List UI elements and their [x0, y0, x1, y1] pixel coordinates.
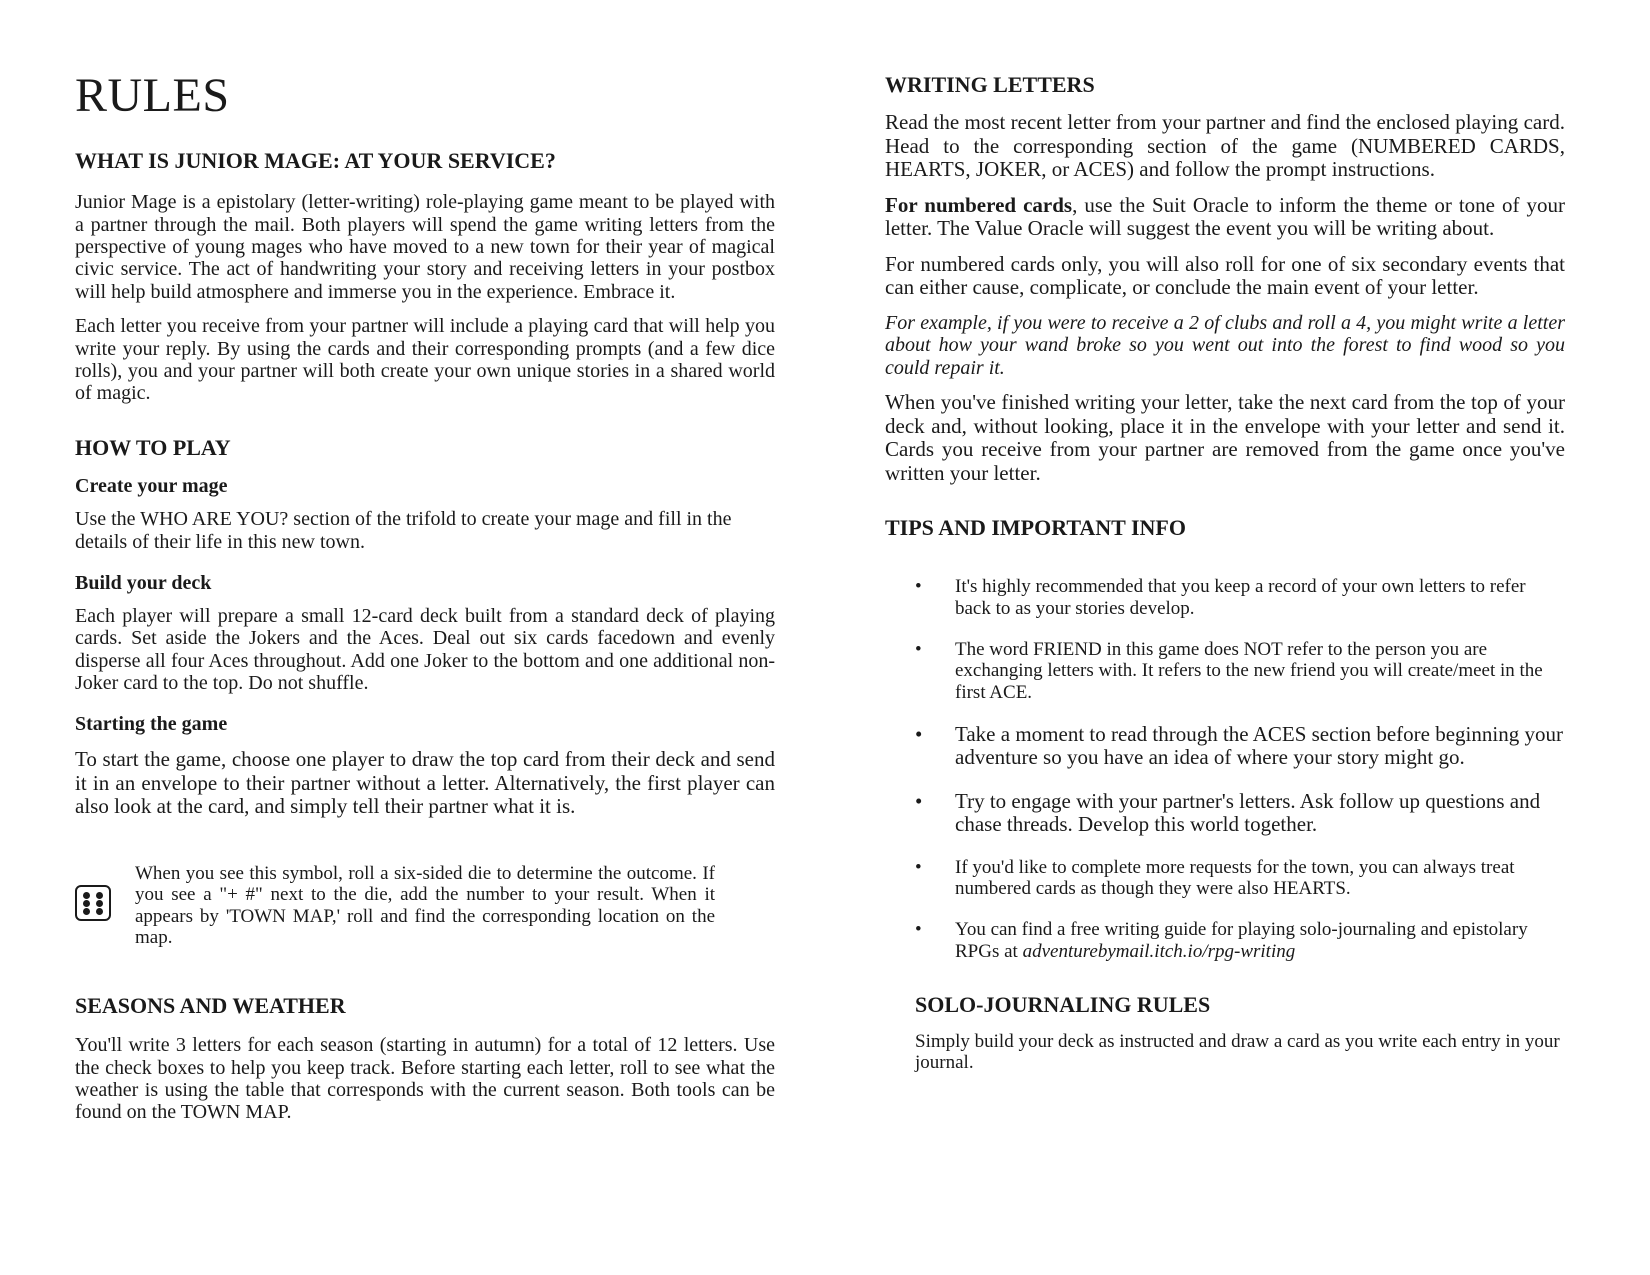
secondary-events-paragraph: For numbered cards only, you will also roll for one of six secondary events that can either cause, complicate, or conclude the main event of your letter.: [885, 251, 1565, 300]
create-mage-text: Use the WHO ARE YOU? section of the trifold to create your mage and fill in the details of their life in this new town.: [75, 508, 732, 553]
numbered-cards-paragraph: [885, 194, 1565, 241]
how-to-play-heading: HOW TO PLAY: [75, 434, 231, 460]
what-is-heading: WHAT IS JUNIOR MAGE: AT YOUR SERVICE?: [75, 148, 556, 173]
tips-list: [915, 576, 1565, 961]
solo-journaling-text: Simply build your deck as instructed and draw a card as you write each entry in your journal.: [915, 1031, 1560, 1074]
tip-item: • Try to engage with your partner's letters. Ask follow up questions and chase threads. Develop this world together.: [915, 788, 1541, 837]
seasons-text: You'll write 3 letters for each season (starting in autumn) for a total of 12 letters. Use the check boxes to help you keep track. Before starting each letter, roll to see what the weather is using the table that corresponds with the current season. Both tools can be found on the TOWN MAP.: [75, 1034, 775, 1124]
what-is-paragraph-1: Junior Mage is a epistolary (letter-writing) role-playing game meant to be played with a partner through the mail. Both players will spend the game writing letters from the perspective of young mages who have moved to a new town for their year of magical civic service. The act of handwriting your story and receiving letters in your postbox will help build atmosphere and immerse you in the experience. Embrace it.: [75, 191, 775, 303]
numbered-cards-rest: , use the Suit Oracle to inform the theme or tone of your letter. The Value Oracle will suggest the event you will be writing about.: [885, 192, 1565, 241]
build-deck-text: Each player will prepare a small 12-card deck built from a standard deck of playing cards. Set aside the Jokers and the Aces. Deal out six cards facedown and evenly disperse all four Aces throughout. Add one Joker to the bottom and one additional non-Joker card to the top. Do not shuffle.: [75, 604, 775, 695]
writing-letters-paragraph-1: Read the most recent letter from your partner and find the enclosed playing card. Head to the corresponding section of the game (NUMBERED CARDS, HEARTS, JOKER, or ACES) and follow the prompt instructions.: [885, 110, 1565, 182]
page-title: RULES: [75, 69, 230, 122]
writing-guide-link[interactable]: adventurebymail.itch.io/rpg-writing: [1022, 940, 1296, 962]
writing-letters-heading: WRITING LETTERS: [885, 72, 1095, 97]
tip-item: • The word FRIEND in this game does NOT refer to the person you are exchanging letters with. It refers to the new friend you will create/meet in the first ACE.: [915, 638, 1543, 703]
tip-item: • It's highly recommended that you keep a record of your own letters to refer back to as your stories develop.: [915, 576, 1526, 619]
tip-item: • You can find a free writing guide for playing solo-journaling and epistolary RPGs at adventurebymail.itch.io/rpg-writing: [915, 919, 1528, 962]
dice-note-text: When you see this symbol, roll a six-sided die to determine the outcome. If you see a "+ #" next to the die, add the number to your result. When it appears by 'TOWN MAP,' roll and find the corresponding location on the map.: [135, 863, 715, 948]
numbered-cards-bold: For numbered cards: [885, 192, 1073, 217]
six-sided-die-icon: [75, 885, 111, 921]
left-column: [75, 0, 775, 1124]
build-deck-heading: Build your deck: [75, 571, 212, 594]
starting-game-heading: Starting the game: [75, 713, 228, 736]
what-is-paragraph-2: Each letter you receive from your partner will include a playing card that will help you write your reply. By using the cards and their corresponding prompts (and a few dice rolls), you and your partner will both create your own unique stories in a shared world of magic.: [75, 315, 775, 405]
finish-letter-paragraph: When you've finished writing your letter, take the next card from the top of your deck and, without looking, place it in the envelope with your letter and send it. Cards you receive from your partner are removed from the game once you've written your letter.: [885, 390, 1565, 485]
example-paragraph: For example, if you were to receive a 2 of clubs and roll a 4, you might write a letter about how your wand broke so you went out into the forest to find wood so you could repair it.: [885, 311, 1565, 379]
dice-note: [75, 863, 775, 953]
solo-journaling-heading: SOLO-JOURNALING RULES: [915, 991, 1211, 1017]
starting-game-text: To start the game, choose one player to draw the top card from their deck and send it in an envelope to their partner without a letter. Alternatively, the first player can also look at the card, and simply tell their partner what it is.: [75, 747, 775, 819]
tip-item: • Take a moment to read through the ACES section before beginning your adventure so you have an idea of where your story might go.: [915, 721, 1563, 770]
right-column: [885, 0, 1565, 1074]
seasons-heading: SEASONS AND WEATHER: [75, 993, 346, 1018]
tip-item: • If you'd like to complete more requests for the town, you can always treat numbered cards as though they were also HEARTS.: [915, 856, 1515, 900]
tips-heading: TIPS AND IMPORTANT INFO: [885, 515, 1186, 541]
create-mage-heading: Create your mage: [75, 475, 228, 498]
